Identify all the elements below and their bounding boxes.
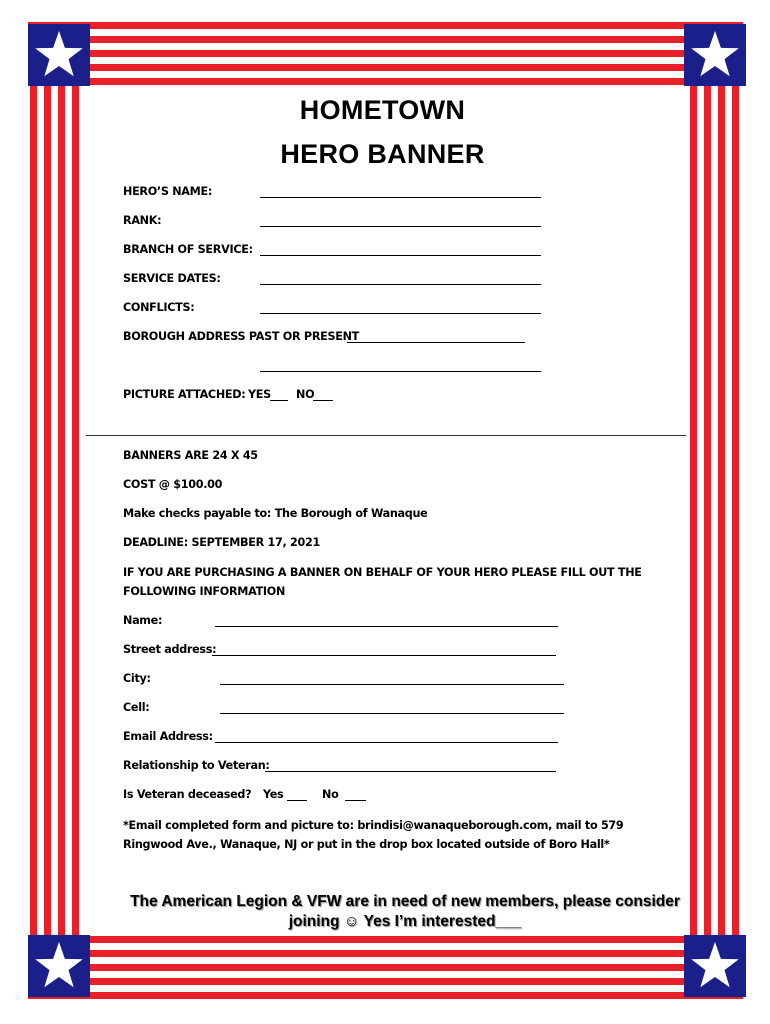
- email-instructions: *Email completed form and picture to: brindisi@wanaqueborough.com, mail to 579 Ringwood Ave., Wanaque, NJ or put in the drop box located outside of Boro Hall*: [123, 819, 624, 851]
- deceased-yes-field[interactable]: [287, 800, 307, 801]
- service-dates-field[interactable]: [260, 284, 541, 285]
- star-icon: [28, 24, 90, 86]
- picture-no-field[interactable]: [313, 400, 333, 401]
- purchasing-instructions: IF YOU ARE PURCHASING A BANNER ON BEHALF OF YOUR HERO PLEASE FILL OUT THE FOLLOWING INFORMATION: [123, 566, 642, 598]
- relationship-label: Relationship to Veteran:: [123, 759, 270, 772]
- star-icon: [684, 24, 746, 86]
- street-address-label: Street address:: [123, 643, 217, 656]
- relationship-field[interactable]: [265, 771, 556, 772]
- picture-no-label: NO: [296, 388, 315, 401]
- address-field[interactable]: [347, 342, 525, 343]
- purchaser-name-label: Name:: [123, 614, 163, 627]
- membership-appeal-line-2: joining ☺ Yes I’m interested___: [288, 913, 522, 930]
- branch-field[interactable]: [260, 255, 541, 256]
- deceased-label: Is Veteran deceased?: [123, 788, 252, 801]
- cell-label: Cell:: [123, 701, 150, 714]
- checks-payable-text: Make checks payable to: The Borough of Wanaque: [123, 507, 428, 520]
- membership-appeal-line-1: The American Legion & VFW are in need of new members, please consider: [130, 893, 680, 910]
- city-field[interactable]: [220, 684, 564, 685]
- hero-name-field[interactable]: [260, 197, 541, 198]
- email-address-field[interactable]: [215, 742, 558, 743]
- rank-field[interactable]: [260, 226, 541, 227]
- conflicts-label: CONFLICTS:: [123, 301, 195, 314]
- section-divider: [86, 435, 686, 436]
- deceased-no-label: No: [322, 788, 339, 801]
- branch-label: BRANCH OF SERVICE:: [123, 243, 253, 256]
- picture-attached-label: PICTURE ATTACHED:: [123, 388, 246, 401]
- title-line-1: HOMETOWN: [299, 95, 466, 125]
- deceased-no-field[interactable]: [345, 800, 366, 801]
- membership-appeal: [120, 892, 690, 932]
- service-dates-label: SERVICE DATES:: [123, 272, 221, 285]
- hero-name-label: HERO’S NAME:: [123, 185, 213, 198]
- rank-label: RANK:: [123, 214, 162, 227]
- cell-field[interactable]: [220, 713, 564, 714]
- deadline-text: DEADLINE: SEPTEMBER 17, 2021: [123, 536, 320, 549]
- city-label: City:: [123, 672, 151, 685]
- star-icon: [28, 935, 90, 997]
- title-line-2: HERO BANNER: [280, 139, 485, 169]
- purchaser-name-field[interactable]: [215, 626, 558, 627]
- picture-yes-label: YES: [248, 388, 271, 401]
- email-address-label: Email Address:: [123, 730, 213, 743]
- conflicts-field[interactable]: [260, 313, 541, 314]
- deceased-yes-label: Yes: [263, 788, 284, 801]
- banner-size-text: BANNERS ARE 24 X 45: [123, 449, 258, 462]
- address-label: BOROUGH ADDRESS PAST OR PRESENT: [123, 330, 359, 343]
- cost-text: COST @ $100.00: [123, 478, 223, 491]
- star-icon: [684, 935, 746, 997]
- street-address-field[interactable]: [212, 655, 556, 656]
- address-field-line-2[interactable]: [260, 371, 541, 372]
- picture-yes-field[interactable]: [270, 400, 288, 401]
